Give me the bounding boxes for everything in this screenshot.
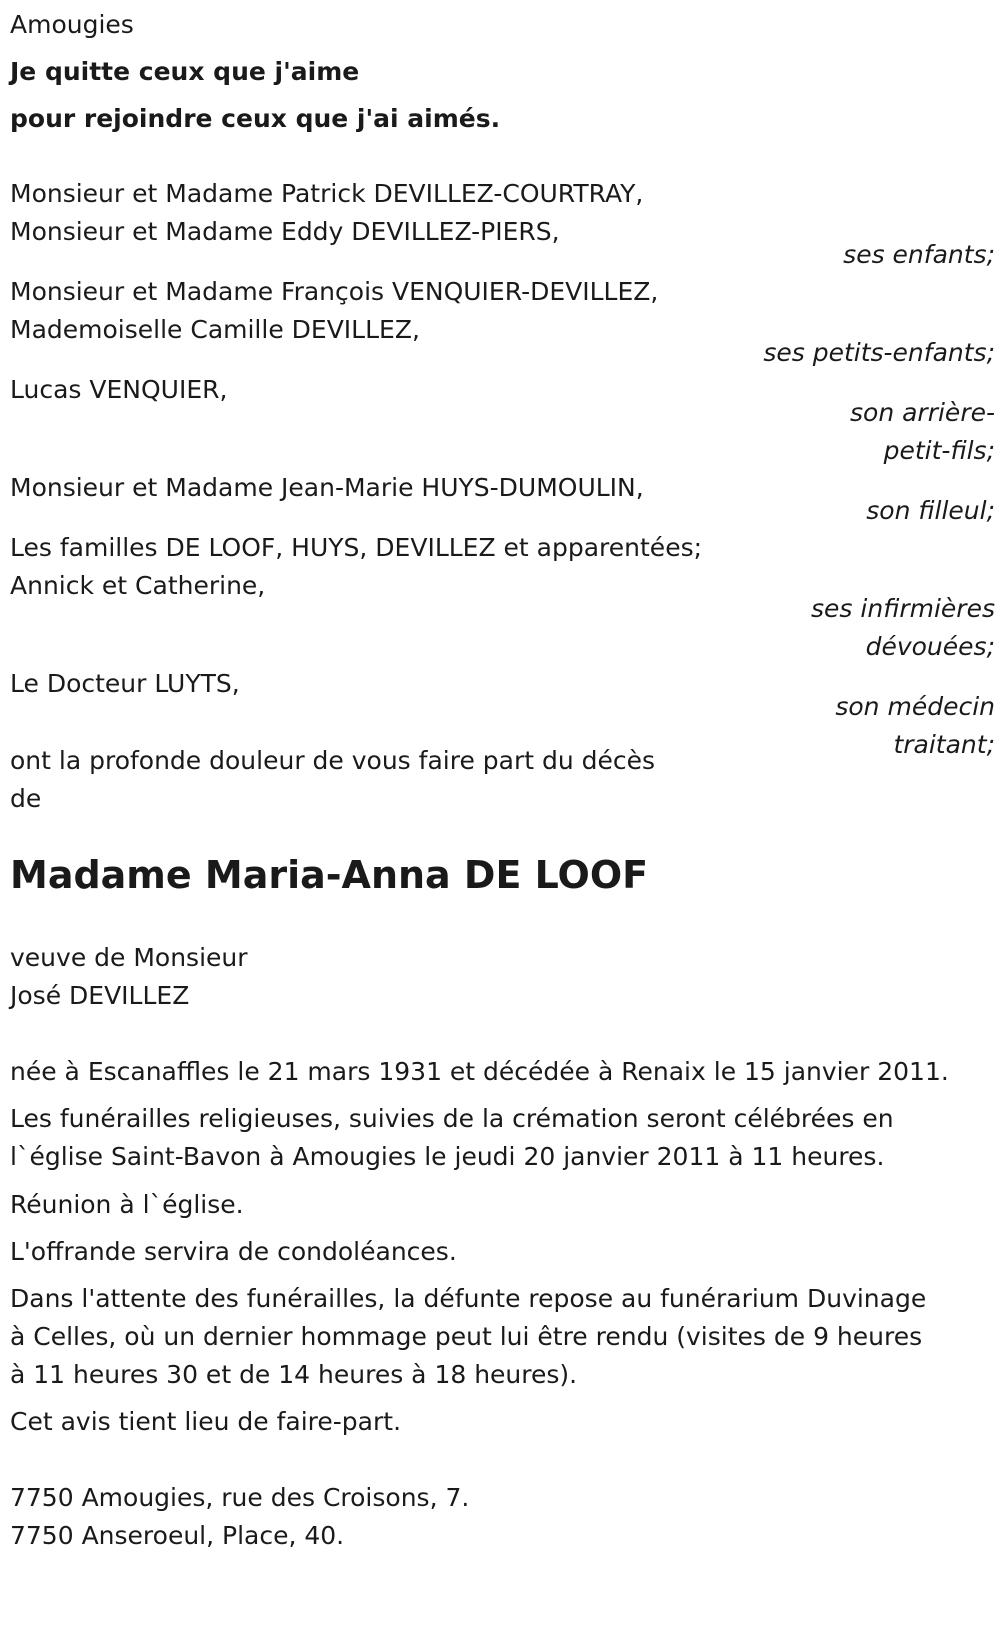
family-doctor-role-1: son médecin <box>835 692 995 721</box>
address-line-1: 7750 Amougies, rue des Croisons, 7. <box>10 1483 470 1512</box>
deceased-name: Madame Maria-Anna DE LOOF <box>10 853 649 897</box>
family-grandchildren-role: ses petits-enfants; <box>763 338 995 367</box>
notice-line: Cet avis tient lieu de faire-part. <box>10 1407 402 1436</box>
family-grandchildren-name-1: Monsieur et Madame François VENQUIER-DEVILLEZ, <box>10 277 659 306</box>
announcement-line-1: ont la profonde douleur de vous faire part du décès <box>10 746 656 775</box>
quote-line-2: pour rejoindre ceux que j'ai aimés. <box>10 104 501 133</box>
visitation-line-3: à 11 heures 30 et de 14 heures à 18 heures). <box>10 1360 578 1389</box>
announcement-line-2: de <box>10 784 42 813</box>
family-grandchildren-name-2: Mademoiselle Camille DEVILLEZ, <box>10 315 420 344</box>
town-name: Amougies <box>10 10 134 39</box>
widow-line-2: José DEVILLEZ <box>10 981 190 1010</box>
family-children-name-1: Monsieur et Madame Patrick DEVILLEZ-COURTRAY, <box>10 179 644 208</box>
offering-line: L'offrande servira de condoléances. <box>10 1237 457 1266</box>
visitation-line-2: à Celles, où un dernier hommage peut lui être rendu (visites de 9 heures <box>10 1322 923 1351</box>
obituary-notice <box>10 0 995 1649</box>
address-line-2: 7750 Anseroeul, Place, 40. <box>10 1521 345 1550</box>
quote-line-1: Je quitte ceux que j'aime <box>10 57 360 86</box>
family-relatives-name-2: Annick et Catherine, <box>10 571 266 600</box>
family-great-grandson-role-2: petit-fils; <box>883 436 995 465</box>
widow-line-1: veuve de Monsieur <box>10 943 248 972</box>
family-children-role: ses enfants; <box>843 240 995 269</box>
family-great-grandson-role-1: son arrière- <box>850 398 995 427</box>
funeral-line-2: l`église Saint-Bavon à Amougies le jeudi 20 janvier 2011 à 11 heures. <box>10 1142 885 1171</box>
birth-death-line: née à Escanaffles le 21 mars 1931 et décédée à Renaix le 15 janvier 2011. <box>10 1057 949 1086</box>
funeral-line-1: Les funérailles religieuses, suivies de la crémation seront célébrées en <box>10 1104 894 1133</box>
family-great-grandson-name: Lucas VENQUIER, <box>10 375 228 404</box>
visitation-line-1: Dans l'attente des funérailles, la défunte repose au funérarium Duvinage <box>10 1284 927 1313</box>
family-children-name-2: Monsieur et Madame Eddy DEVILLEZ-PIERS, <box>10 217 560 246</box>
family-godson-name: Monsieur et Madame Jean-Marie HUYS-DUMOULIN, <box>10 473 644 502</box>
family-relatives-name-1: Les familles DE LOOF, HUYS, DEVILLEZ et apparentées; <box>10 533 703 562</box>
family-nurses-role-2: dévouées; <box>865 632 995 661</box>
family-nurses-role-1: ses infirmières <box>811 594 995 623</box>
family-doctor-name: Le Docteur LUYTS, <box>10 669 240 698</box>
meeting-line: Réunion à l`église. <box>10 1190 244 1219</box>
family-doctor-role-2: traitant; <box>893 730 995 759</box>
family-godson-role: son filleul; <box>866 496 995 525</box>
